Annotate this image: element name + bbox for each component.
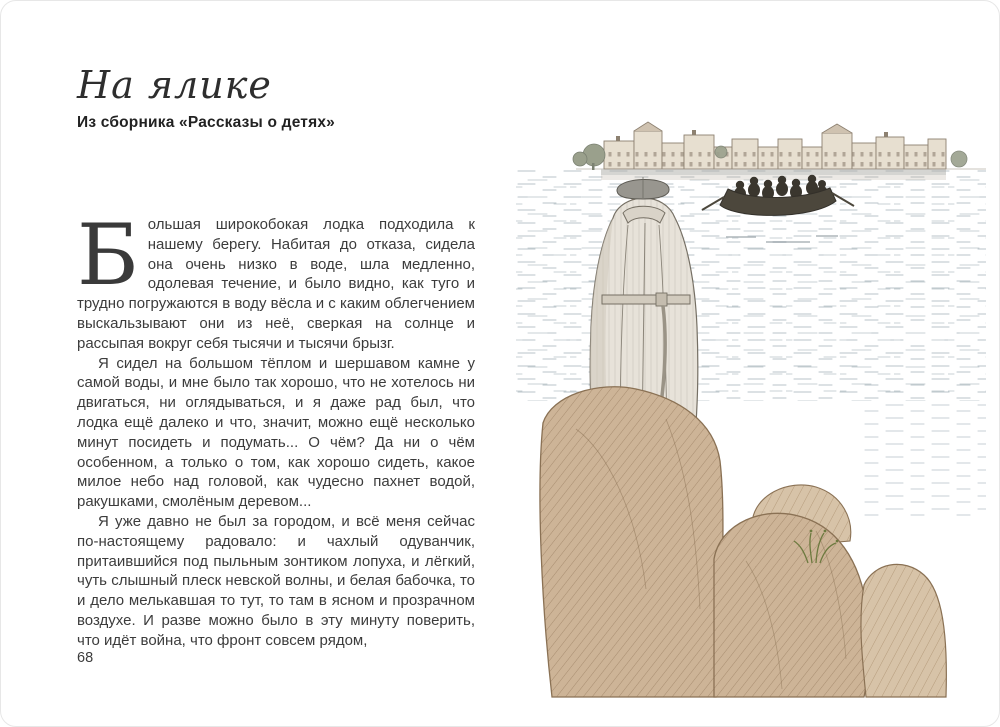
city-skyline <box>576 122 986 169</box>
paragraph-1-text: ольшая широкобокая лодка подходила к нашему берегу. Набитая до отказа, сидела она очень низко в воде, шла медленно, одолевая течение, и было видно, как туго и трудно погружаются в воду вёсла и с каким облегчением выскальзывают они из неё, сверкая на солнце и рассыпая вокруг себя тысячи и тысячи брызг. <box>77 216 475 352</box>
page-number: 68 <box>77 650 94 666</box>
paragraph-3: Я уже давно не был за городом, и всё меня сейчас по-настоящему радовало: и чахлый одуванчик, притаившийся под пыльным зонтиком лопуха, и лёгкий, чуть слышный плеск невской волны, и белая бабочка, то и дело мелькавшая то тут, то там в ясном и прозрачном воздухе. И разве можно было в эту минуту поверить, что идёт война, что фронт совсем рядом, <box>77 512 475 649</box>
story-title: На ялике <box>77 63 272 107</box>
drop-cap: Б <box>77 206 139 304</box>
paragraph-1 <box>77 206 475 354</box>
collection-subtitle: Из сборника «Рассказы о детях» <box>77 114 335 131</box>
coat-belt <box>602 295 690 304</box>
illustration <box>516 89 986 701</box>
body-text <box>77 206 475 651</box>
paragraph-2: Я сидел на большом тёплом и шершавом камне у самой воды, и мне было так хорошо, что не хотелось ни двигаться, ни оглядываться, и я даже рад был, что лодка ещё далеко и что, значит, можно ещё несколько минут посидеть и подумать... О чём? Да ни о чём особенном, а только о том, как хорошо сидеть, какое милое небо над головой, как чудесно пахнет водой, ракушками, смолёным деревом... <box>77 354 475 511</box>
illustration-svg <box>516 89 986 701</box>
